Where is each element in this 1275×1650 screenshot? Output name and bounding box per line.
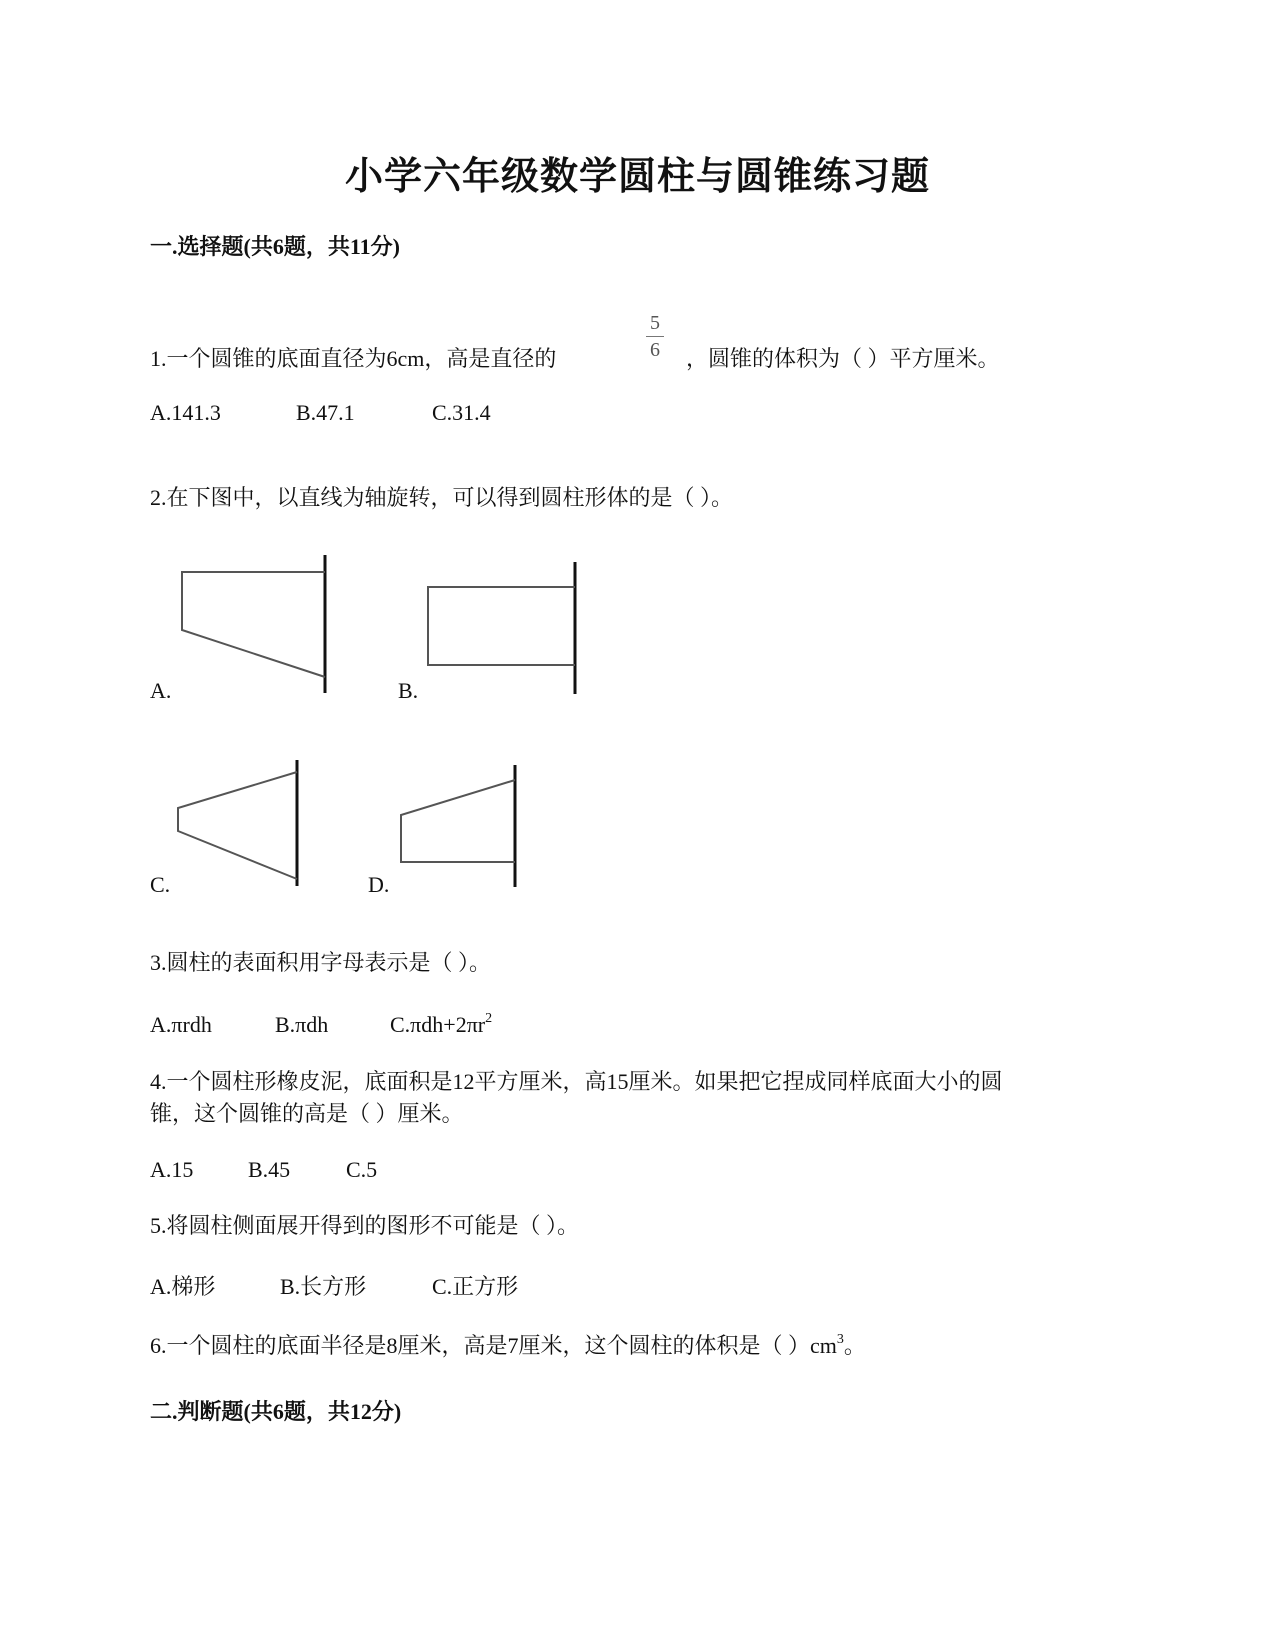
question-1-text-end: ，圆锥的体积为（ ）平方厘米。 [686, 346, 1000, 371]
question-1-text-start: 1.一个圆锥的底面直径为6cm，高是直径的 [150, 346, 557, 371]
question-4-line-1: 4.一个圆柱形橡皮泥，底面积是12平方厘米，高15厘米。如果把它捏成同样底面大小的圆 [150, 1069, 1003, 1094]
question-4-line-2: 锥，这个圆锥的高是（ ）厘米。 [150, 1101, 464, 1126]
question-6-text [150, 1330, 866, 1362]
question-2-text: 2.在下图中，以直线为轴旋转，可以得到圆柱形体的是（ ）。 [150, 485, 734, 510]
figure-c-trapezoid [170, 760, 310, 890]
figure-a-label: A. [150, 678, 172, 703]
fraction-five-sixths [640, 312, 670, 361]
figure-b-label: B. [398, 678, 419, 703]
fraction-bar [646, 336, 664, 337]
figure-a-trapezoid [170, 555, 330, 695]
figure-c-label: C. [150, 872, 171, 897]
q5-option-b: B.长方形 [280, 1274, 367, 1299]
page-title: 小学六年级数学圆柱与圆锥练习题 [344, 156, 930, 198]
section-heading-judgement: 二.判断题(共6题，共12分) [150, 1399, 402, 1424]
q3-option-c-text: C.πdh+2πr [390, 1012, 486, 1037]
question-3-text: 3.圆柱的表面积用字母表示是（ ）。 [150, 950, 492, 975]
q1-option-b: B.47.1 [296, 400, 355, 425]
q1-option-a: A.141.3 [150, 400, 221, 425]
q5-option-a: A.梯形 [150, 1274, 216, 1299]
fraction-numerator: 5 [650, 312, 660, 334]
q4-option-a: A.15 [150, 1157, 194, 1182]
q3-option-b: B.πdh [275, 1012, 329, 1037]
q4-option-c: C.5 [346, 1157, 378, 1182]
section-heading-choice: 一.选择题(共6题，共11分) [150, 234, 400, 259]
figure-d-label: D. [368, 872, 390, 897]
q4-option-b: B.45 [248, 1157, 291, 1182]
q3-option-c-exponent: 2 [485, 1011, 493, 1026]
figure-b-rectangle [420, 562, 580, 702]
figure-d-trapezoid [395, 765, 525, 890]
question-5-text: 5.将圆柱侧面展开得到的图形不可能是（ ）。 [150, 1213, 580, 1238]
question-6-exponent: 3 [836, 1332, 844, 1347]
fraction-denominator: 6 [650, 339, 660, 361]
q3-option-c [390, 1012, 492, 1038]
q5-option-c: C.正方形 [432, 1274, 519, 1299]
question-6-end: 。 [843, 1333, 866, 1358]
q1-option-c: C.31.4 [432, 400, 491, 425]
question-6-body: 6.一个圆柱的底面半径是8厘米，高是7厘米，这个圆柱的体积是（ ）cm [150, 1333, 837, 1358]
q3-option-a: A.πrdh [150, 1012, 212, 1037]
